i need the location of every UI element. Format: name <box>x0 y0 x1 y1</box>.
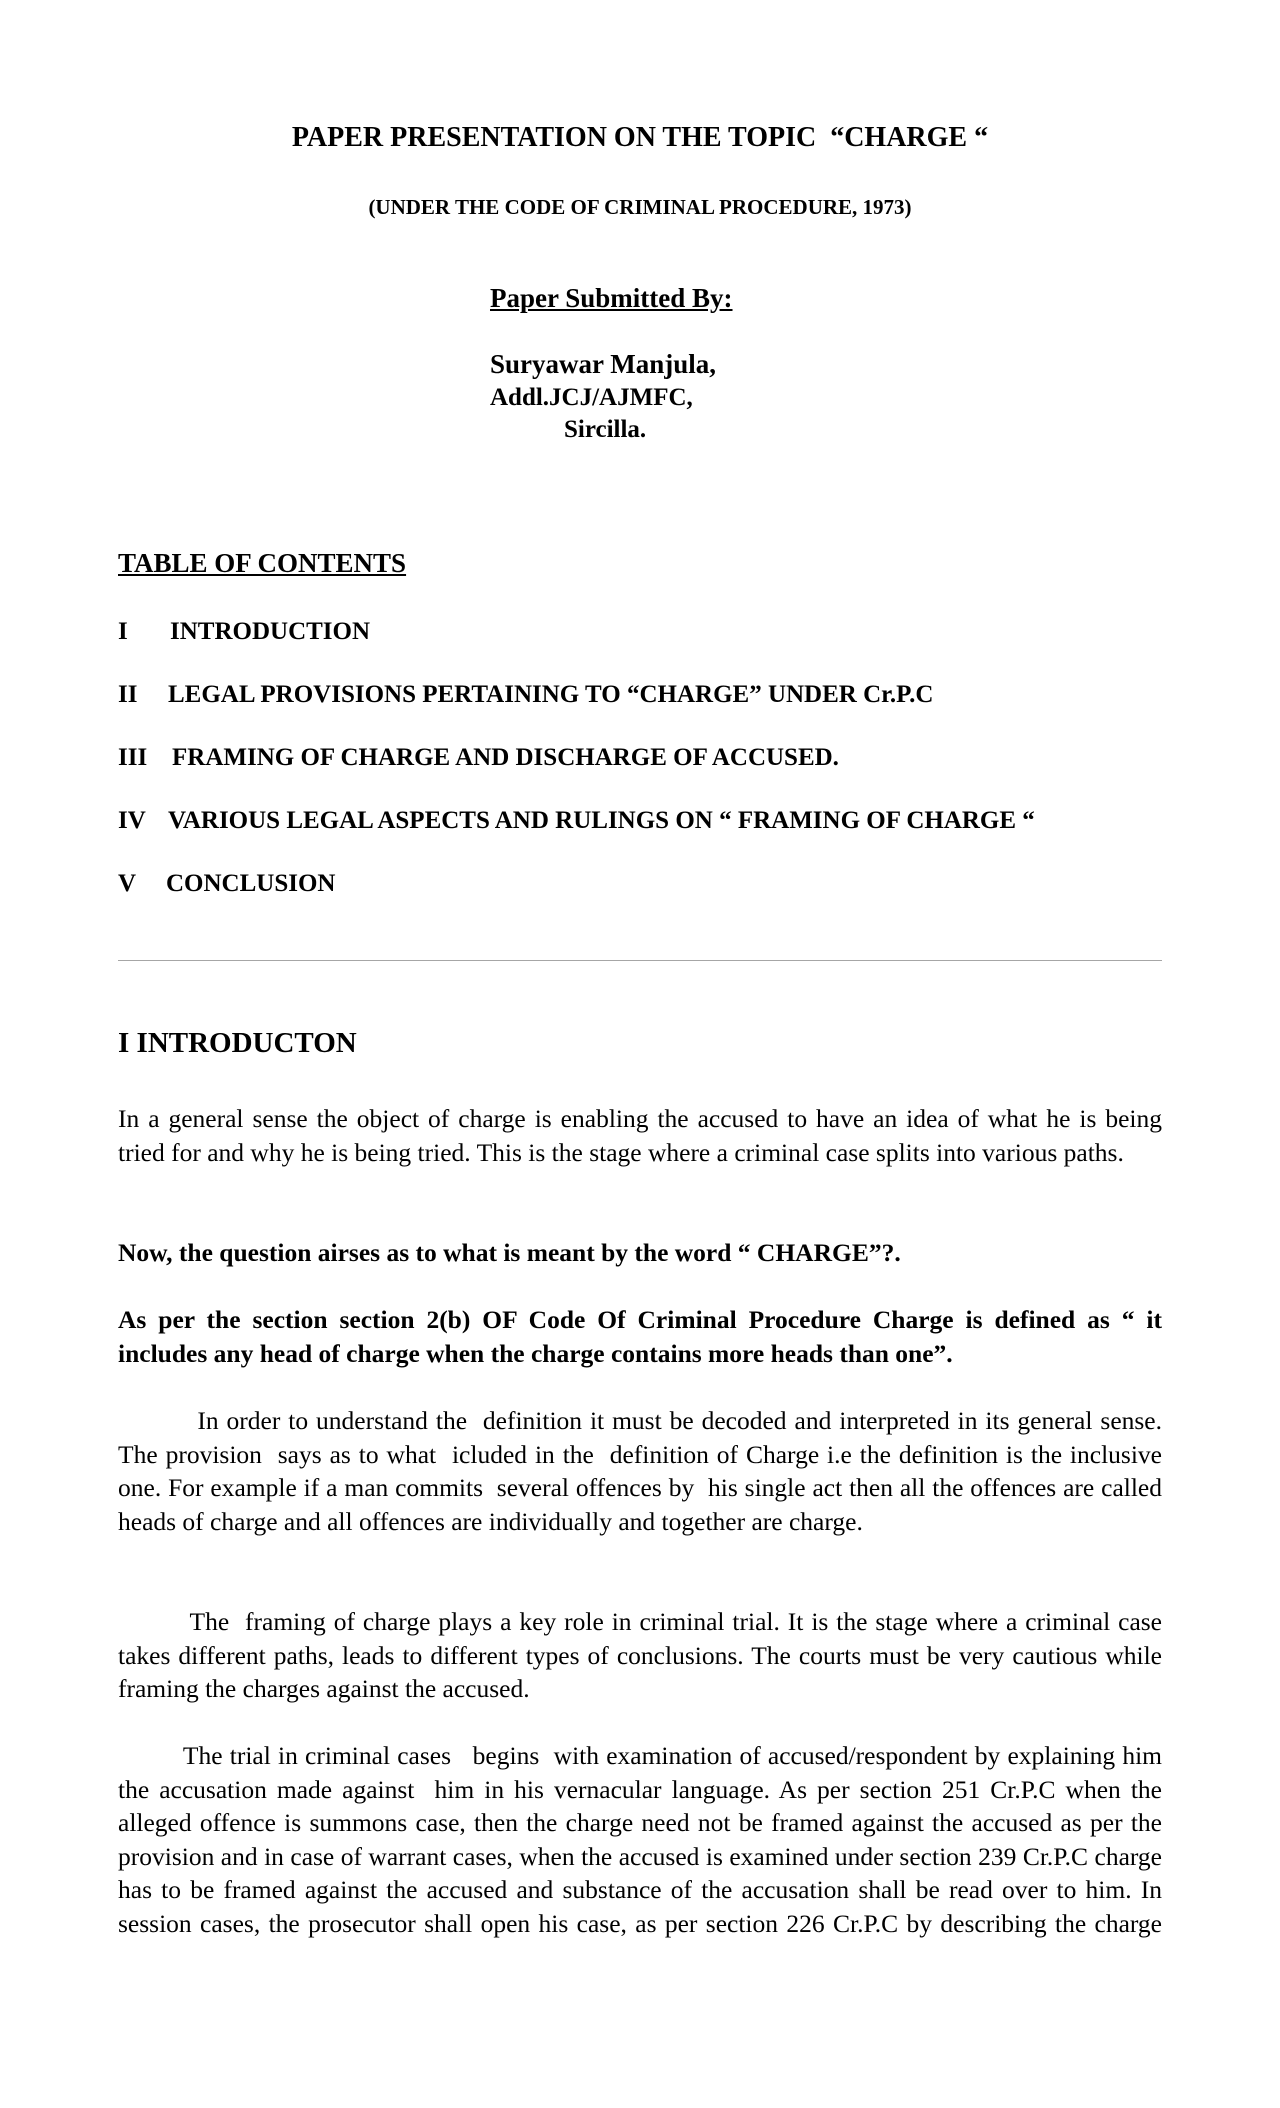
toc-item-framing-of-charge <box>118 742 839 774</box>
toc-item-label: CONCLUSION <box>166 870 336 897</box>
toc-heading: TABLE OF CONTENTS <box>118 548 407 578</box>
document-subtitle: (UNDER THE CODE OF CRIMINAL PROCEDURE, 1973) <box>368 195 912 219</box>
toc-item-label: INTRODUCTION <box>170 618 371 645</box>
toc-item-number: V <box>118 870 137 897</box>
author-name: Suryawar Manjula, <box>490 349 717 379</box>
toc-item-number: II <box>118 681 138 708</box>
toc-item-introduction <box>118 616 370 648</box>
author-place: Sircilla. <box>564 416 647 443</box>
introduction-heading: I INTRODUCTON <box>118 1027 357 1059</box>
toc-item-label: VARIOUS LEGAL ASPECTS AND RULINGS ON “ FRAMING OF CHARGE “ <box>168 807 1035 834</box>
intro-question: Now, the question airses as to what is meant by the word “ CHARGE”?. <box>118 1238 901 1267</box>
toc-item-number: III <box>118 744 148 771</box>
intro-paragraph: In a general sense the object of charge is enabling the accused to have an idea of what he is being tried for and why he is being tried. This is the stage where a criminal case splits into various paths. <box>118 1104 1162 1167</box>
section-divider <box>118 960 1162 961</box>
document-title: PAPER PRESENTATION ON THE TOPIC “CHARGE “ <box>291 122 989 153</box>
toc-item-legal-provisions <box>118 679 933 711</box>
toc-item-label: FRAMING OF CHARGE AND DISCHARGE OF ACCUSED. <box>172 744 839 771</box>
trial-procedure-paragraph: The trial in criminal cases begins with examination of accused/respondent by explaining him the accusation made against him in his vernacular language. As per section 251 Cr.P.C when the alleged offence is summons case, then the charge need not be framed against the accused as per the provision and in case of warrant cases, when the accused is examined under section 239 Cr.P.C charge has to be framed against the accused and substance of the accusation shall be read over to him. In session cases, the prosecutor shall open his case, as per section 226 Cr.P.C by describing the charge <box>118 1741 1175 1938</box>
toc-item-number: IV <box>118 807 146 834</box>
definition-interpretation-paragraph: In order to understand the definition it must be decoded and interpreted in its general sense. The provision says as to what icluded in the definition of Charge i.e the definition is the inclusive one. For example if a man commits several offences by his single act then all the offences are called heads of charge and all offences are individually and together are charge. <box>118 1406 1169 1536</box>
author-designation: Addl.JCJ/AJMFC, <box>490 384 693 411</box>
toc-item-label: LEGAL PROVISIONS PERTAINING TO “CHARGE” UNDER Cr.P.C <box>168 681 934 708</box>
toc-item-conclusion <box>118 868 335 900</box>
submitted-by-label: Paper Submitted By: <box>490 283 733 313</box>
charge-definition: As per the section section 2(b) OF Code Of Criminal Procedure Charge is defined as “ it includes any head of charge when the charge contains more heads than one”. <box>118 1305 1162 1368</box>
framing-role-paragraph: The framing of charge plays a key role in criminal trial. It is the stage where a criminal case takes different paths, leads to different types of conclusions. The courts must be very cautious while framing the charges against the accused. <box>118 1607 1169 1704</box>
toc-item-legal-aspects <box>118 805 1035 837</box>
toc-item-number: I <box>118 618 128 645</box>
